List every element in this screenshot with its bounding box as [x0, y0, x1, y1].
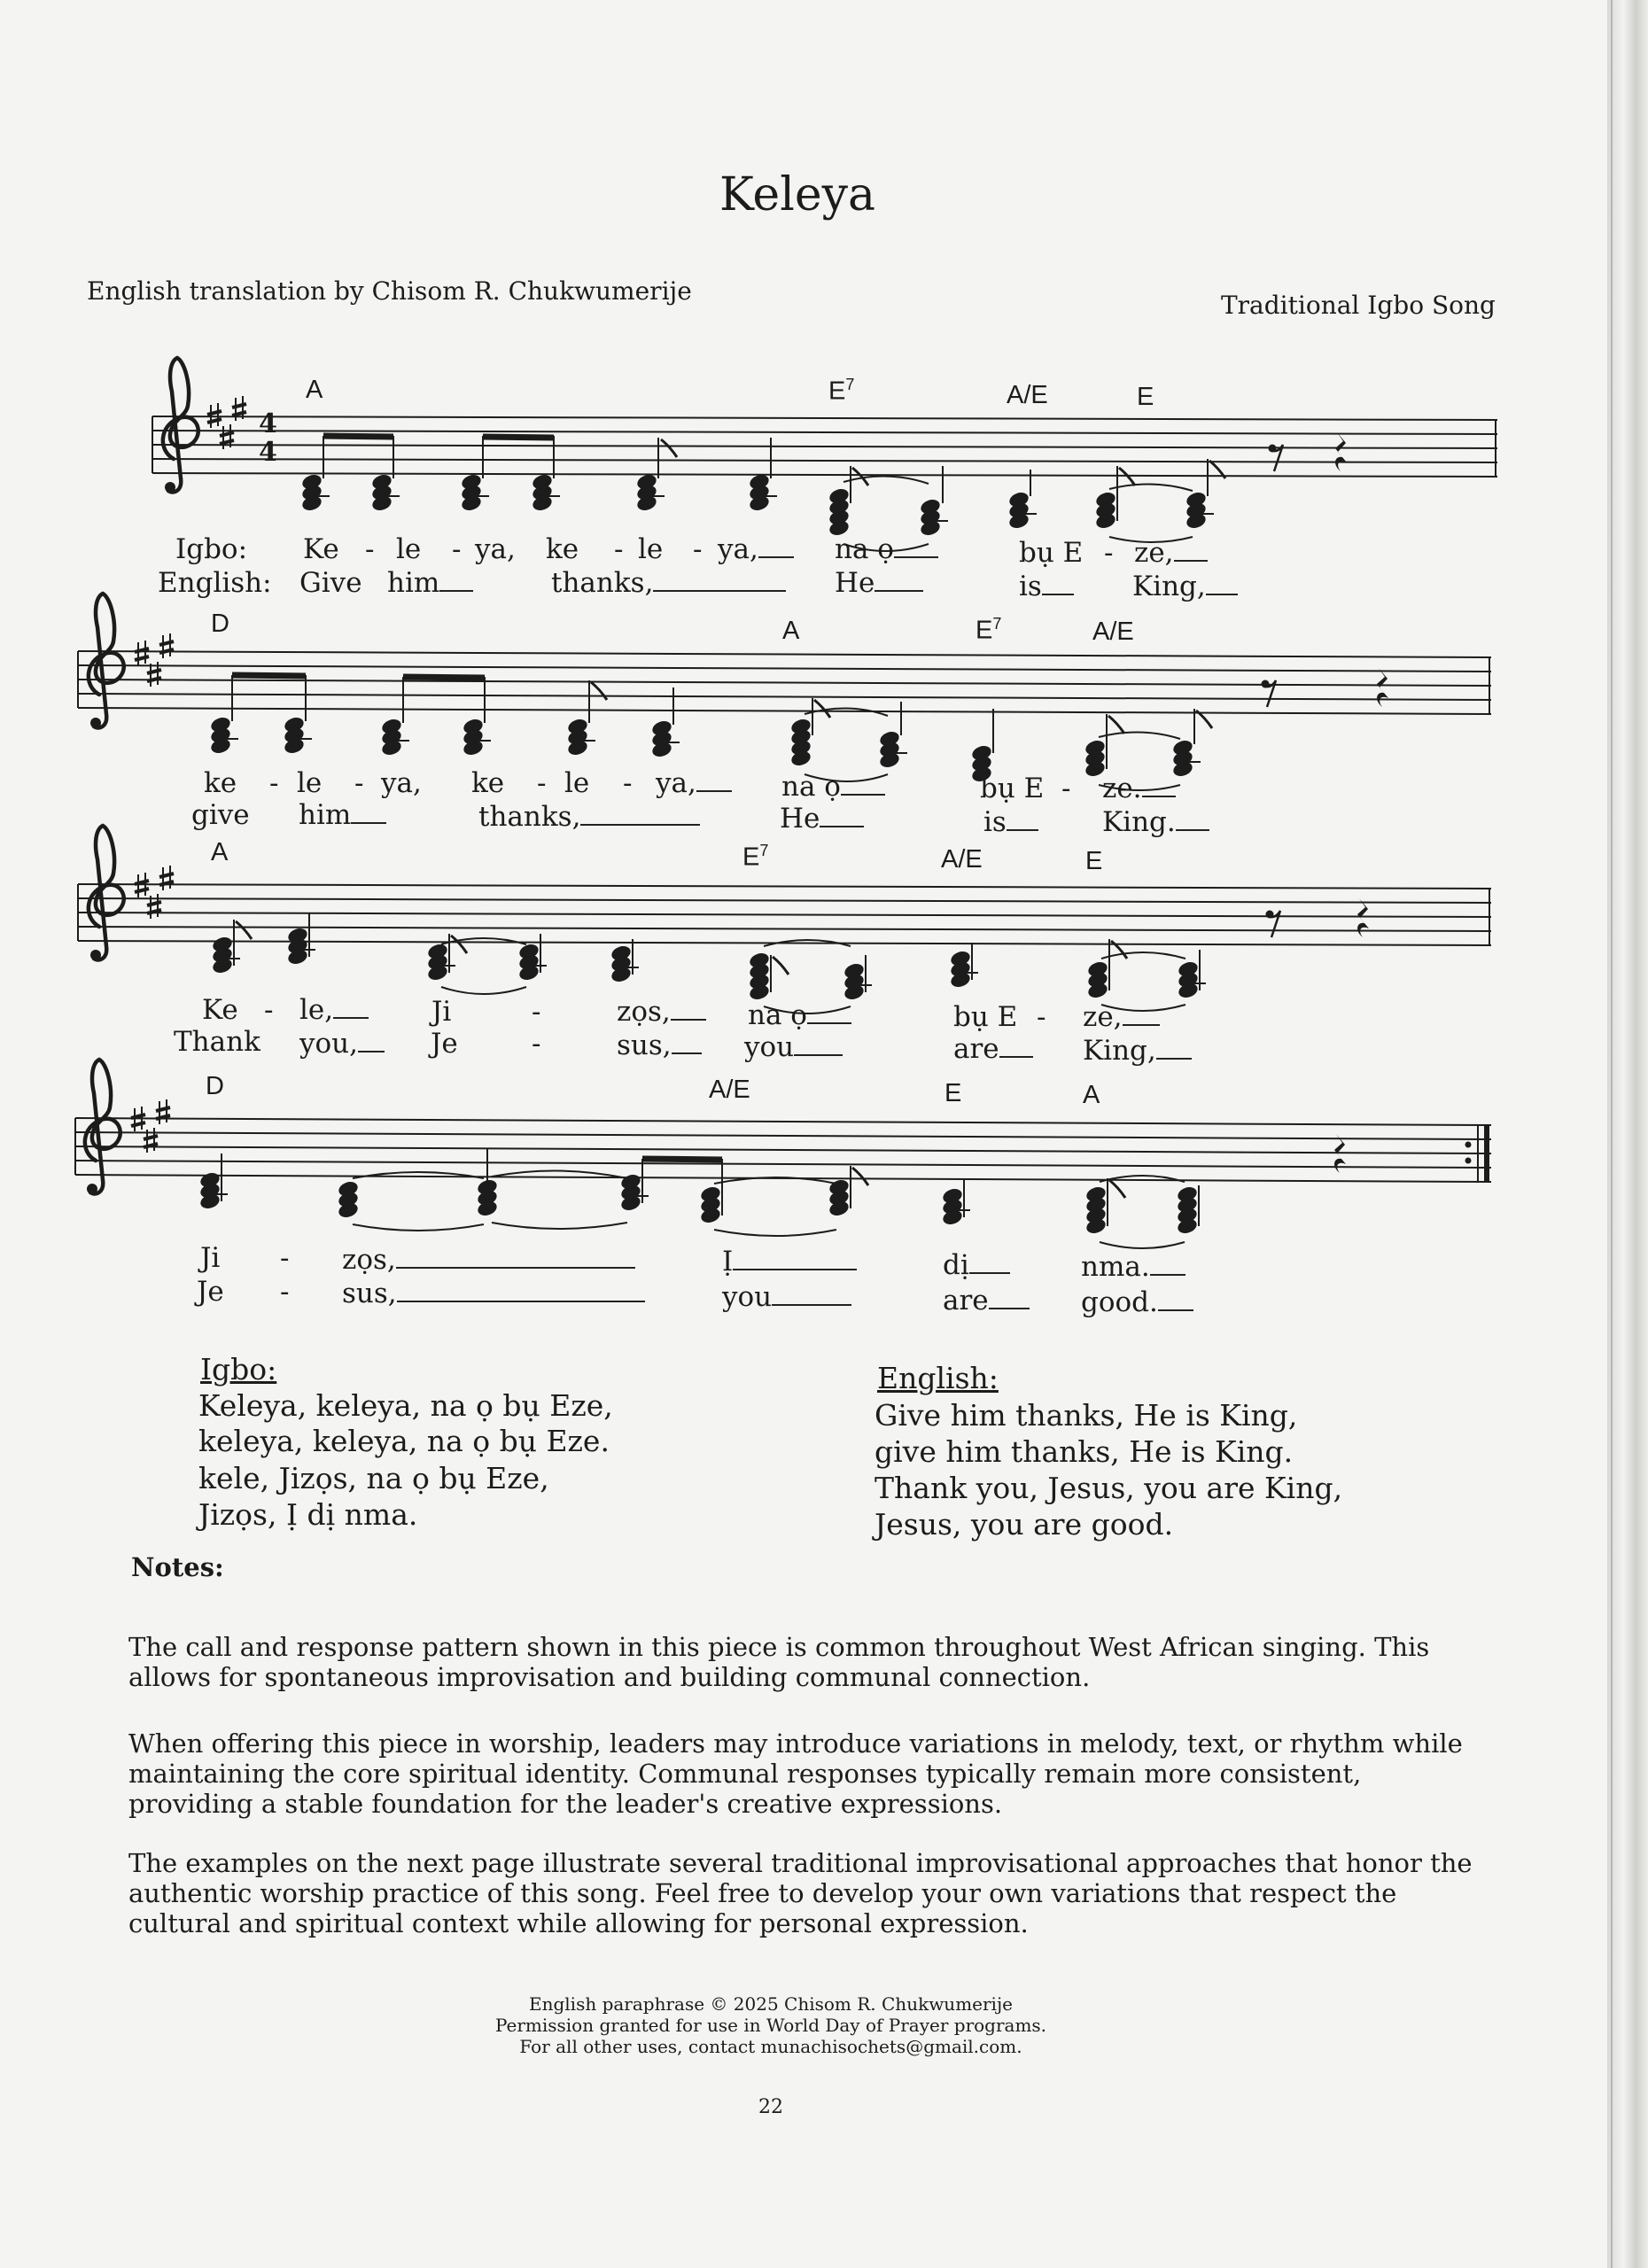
lyric-hyphen: -	[354, 767, 364, 799]
igbo-verse-heading: Igbo:	[200, 1352, 277, 1386]
lyric-word: him	[299, 799, 386, 831]
lyric-syllable: ze.	[1102, 773, 1176, 804]
lyric-hyphen: -	[537, 767, 547, 799]
chord-symbol: A/E	[1092, 617, 1134, 646]
english-verse-heading: English:	[877, 1361, 999, 1395]
lyric-syllable: ya,	[381, 767, 422, 799]
lyric-word: King,	[1083, 1035, 1192, 1067]
lyric-syllable: ya,	[656, 767, 732, 799]
lyric-syllable: ya,	[475, 533, 516, 565]
permission-line: Permission granted for use in World Day of Prayer programs.	[494, 2015, 1047, 2036]
staff-system-1	[152, 358, 1497, 551]
lyric-syllable: na ọ	[748, 999, 851, 1031]
svg-text:4: 4	[259, 408, 277, 439]
source-credit: Traditional Igbo Song	[1221, 291, 1496, 320]
lyric-syllable: dị	[943, 1249, 1010, 1281]
lyric-hyphen: -	[532, 1028, 541, 1060]
igbo-verse-line: Keleya, keleya, na ọ bụ Eze,	[198, 1388, 613, 1423]
lyric-syllable: bụ E	[980, 773, 1045, 804]
notes-heading: Notes:	[131, 1552, 224, 1582]
song-title: Keleya	[719, 168, 875, 221]
chord-symbol: D	[206, 1072, 224, 1100]
lyric-hyphen: -	[532, 996, 541, 1028]
chord-symbol: A/E	[941, 845, 983, 874]
page-number: 22	[758, 2096, 783, 2118]
lyric-word: him	[387, 567, 473, 599]
lyric-word: you,	[299, 1028, 385, 1060]
lyric-syllable: ke	[204, 767, 237, 799]
svg-text:4: 4	[259, 437, 277, 468]
lyric-syllable: ze,	[1083, 1001, 1160, 1033]
lyric-word: is	[1019, 571, 1074, 602]
lyric-hyphen: -	[365, 533, 375, 565]
chord-symbol: A/E	[1007, 381, 1048, 409]
igbo-verse-line: kele, Jizọs, na ọ bụ Eze,	[198, 1461, 549, 1495]
lyric-hyphen: -	[614, 533, 624, 565]
contact-line: For all other uses, contact munachisochets@gmail.com.	[519, 2036, 1022, 2057]
lyric-hyphen: -	[280, 1276, 290, 1308]
lyric-syllable: le	[564, 767, 590, 799]
lyric-word: He	[780, 803, 864, 835]
chord-symbol: D	[211, 610, 229, 638]
copyright-line: English paraphrase © 2025 Chisom R. Chukwumerije	[529, 1993, 1013, 2015]
lyric-syllable: ya,	[718, 533, 794, 565]
lyric-syllable: le,	[299, 994, 369, 1026]
lyric-hyphen: -	[264, 994, 274, 1026]
lyric-word: you	[722, 1281, 851, 1313]
notes-paragraph: The examples on the next page illustrate several traditional improvisational approaches that honor the authentic worship practice of this song. Feel free to develop your own variations that respect the cultural and spiritual context while allowing for personal expression.	[128, 1848, 1473, 1938]
english-verse-line: give him thanks, He is King.	[875, 1434, 1294, 1469]
lyric-word: He	[835, 567, 923, 599]
lyric-hyphen: -	[1061, 773, 1071, 804]
lyric-hyphen: -	[269, 767, 279, 799]
chord-symbol: A	[1083, 1081, 1100, 1109]
lyric-syllable: sus,	[342, 1278, 645, 1309]
lyric-syllable: Ị	[722, 1246, 857, 1278]
lyric-word: King.	[1102, 806, 1209, 838]
staff-system-3	[78, 826, 1491, 1014]
notes-paragraph: The call and response pattern shown in this piece is common throughout West African singing. This allows for spontaneous improvisation and building communal connection.	[128, 1632, 1430, 1692]
english-verse-line: Give him thanks, He is King,	[875, 1398, 1298, 1433]
chord-symbol: E	[944, 1079, 962, 1107]
lyric-syllable: Ke	[303, 533, 339, 565]
lyric-hyphen: -	[1037, 1001, 1046, 1033]
chord-symbol: $E^7$	[828, 376, 855, 406]
lyric-syllable: nma.	[1081, 1251, 1185, 1283]
chord-symbol: A	[306, 376, 323, 404]
chord-symbol: $E^7$	[976, 615, 1002, 645]
lyric-syllable: le	[297, 767, 323, 799]
lyric-word: good.	[1081, 1286, 1193, 1318]
lyric-syllable: le	[396, 533, 422, 565]
english-verse-line: Thank you, Jesus, you are King,	[875, 1471, 1343, 1505]
lyric-syllable: Je	[431, 1028, 458, 1060]
lyric-syllable: bụ E	[1019, 537, 1084, 569]
notes-paragraph: When offering this piece in worship, leaders may introduce variations in melody, text, or rhythm while maintaining the core spiritual identity. Communal responses typically remain more consistent, providing a stable foundation for the leader's creative expressions.	[128, 1728, 1463, 1819]
lyric-hyphen: -	[623, 767, 633, 799]
english-verse-line: Jesus, you are good.	[875, 1507, 1174, 1542]
lyric-word: is	[983, 806, 1038, 838]
igbo-verse-line: keleya, keleya, na ọ bụ Eze.	[198, 1424, 610, 1458]
lyric-word: are	[943, 1285, 1030, 1317]
lyric-word: Give	[299, 567, 362, 599]
lyric-syllable: zọs,	[617, 996, 706, 1028]
lyric-syllable: na ọ	[835, 533, 938, 565]
lyric-syllable: Je	[197, 1276, 224, 1308]
lyric-word: you	[744, 1031, 843, 1063]
igbo-verse-line: Jizọs, Ị dị nma.	[198, 1497, 418, 1532]
lyric-syllable: na ọ	[781, 771, 885, 803]
translator-credit: English translation by Chisom R. Chukwumerije	[87, 276, 692, 306]
lyric-syllable: ze,	[1134, 537, 1208, 569]
lyric-word: thanks,	[551, 567, 786, 599]
lyric-hyphen: -	[1104, 537, 1114, 569]
chord-symbol: A	[211, 838, 229, 866]
lyric-word: thanks,	[478, 801, 700, 833]
english-label: English:	[158, 567, 272, 599]
lyric-syllable: ke	[546, 533, 579, 565]
lyric-syllable: sus,	[617, 1029, 702, 1061]
chord-symbol: E	[1085, 847, 1103, 875]
lyric-syllable: ke	[471, 767, 505, 799]
lyric-hyphen: -	[280, 1242, 290, 1274]
lyric-syllable: bụ E	[953, 1001, 1018, 1033]
lyric-word: give	[191, 799, 250, 831]
chord-symbol: $E^7$	[742, 842, 769, 872]
lyric-syllable: Ji	[431, 996, 452, 1028]
chord-symbol: E	[1137, 383, 1154, 411]
staff-system-4	[75, 1060, 1491, 1248]
lyric-syllable: le	[638, 533, 664, 565]
lyric-word: Thank	[174, 1026, 260, 1058]
igbo-label: Igbo:	[175, 533, 248, 565]
chord-symbol: A	[782, 617, 800, 645]
staff-system-2	[78, 594, 1491, 790]
chord-symbol: A/E	[709, 1076, 750, 1104]
lyric-hyphen: -	[693, 533, 703, 565]
lyric-syllable: Ji	[200, 1242, 221, 1274]
lyric-word: are	[953, 1033, 1033, 1065]
lyric-syllable: zọs,	[342, 1244, 635, 1276]
lyric-hyphen: -	[452, 533, 462, 565]
lyric-syllable: Ke	[202, 994, 238, 1026]
lyric-word: King,	[1132, 571, 1238, 602]
